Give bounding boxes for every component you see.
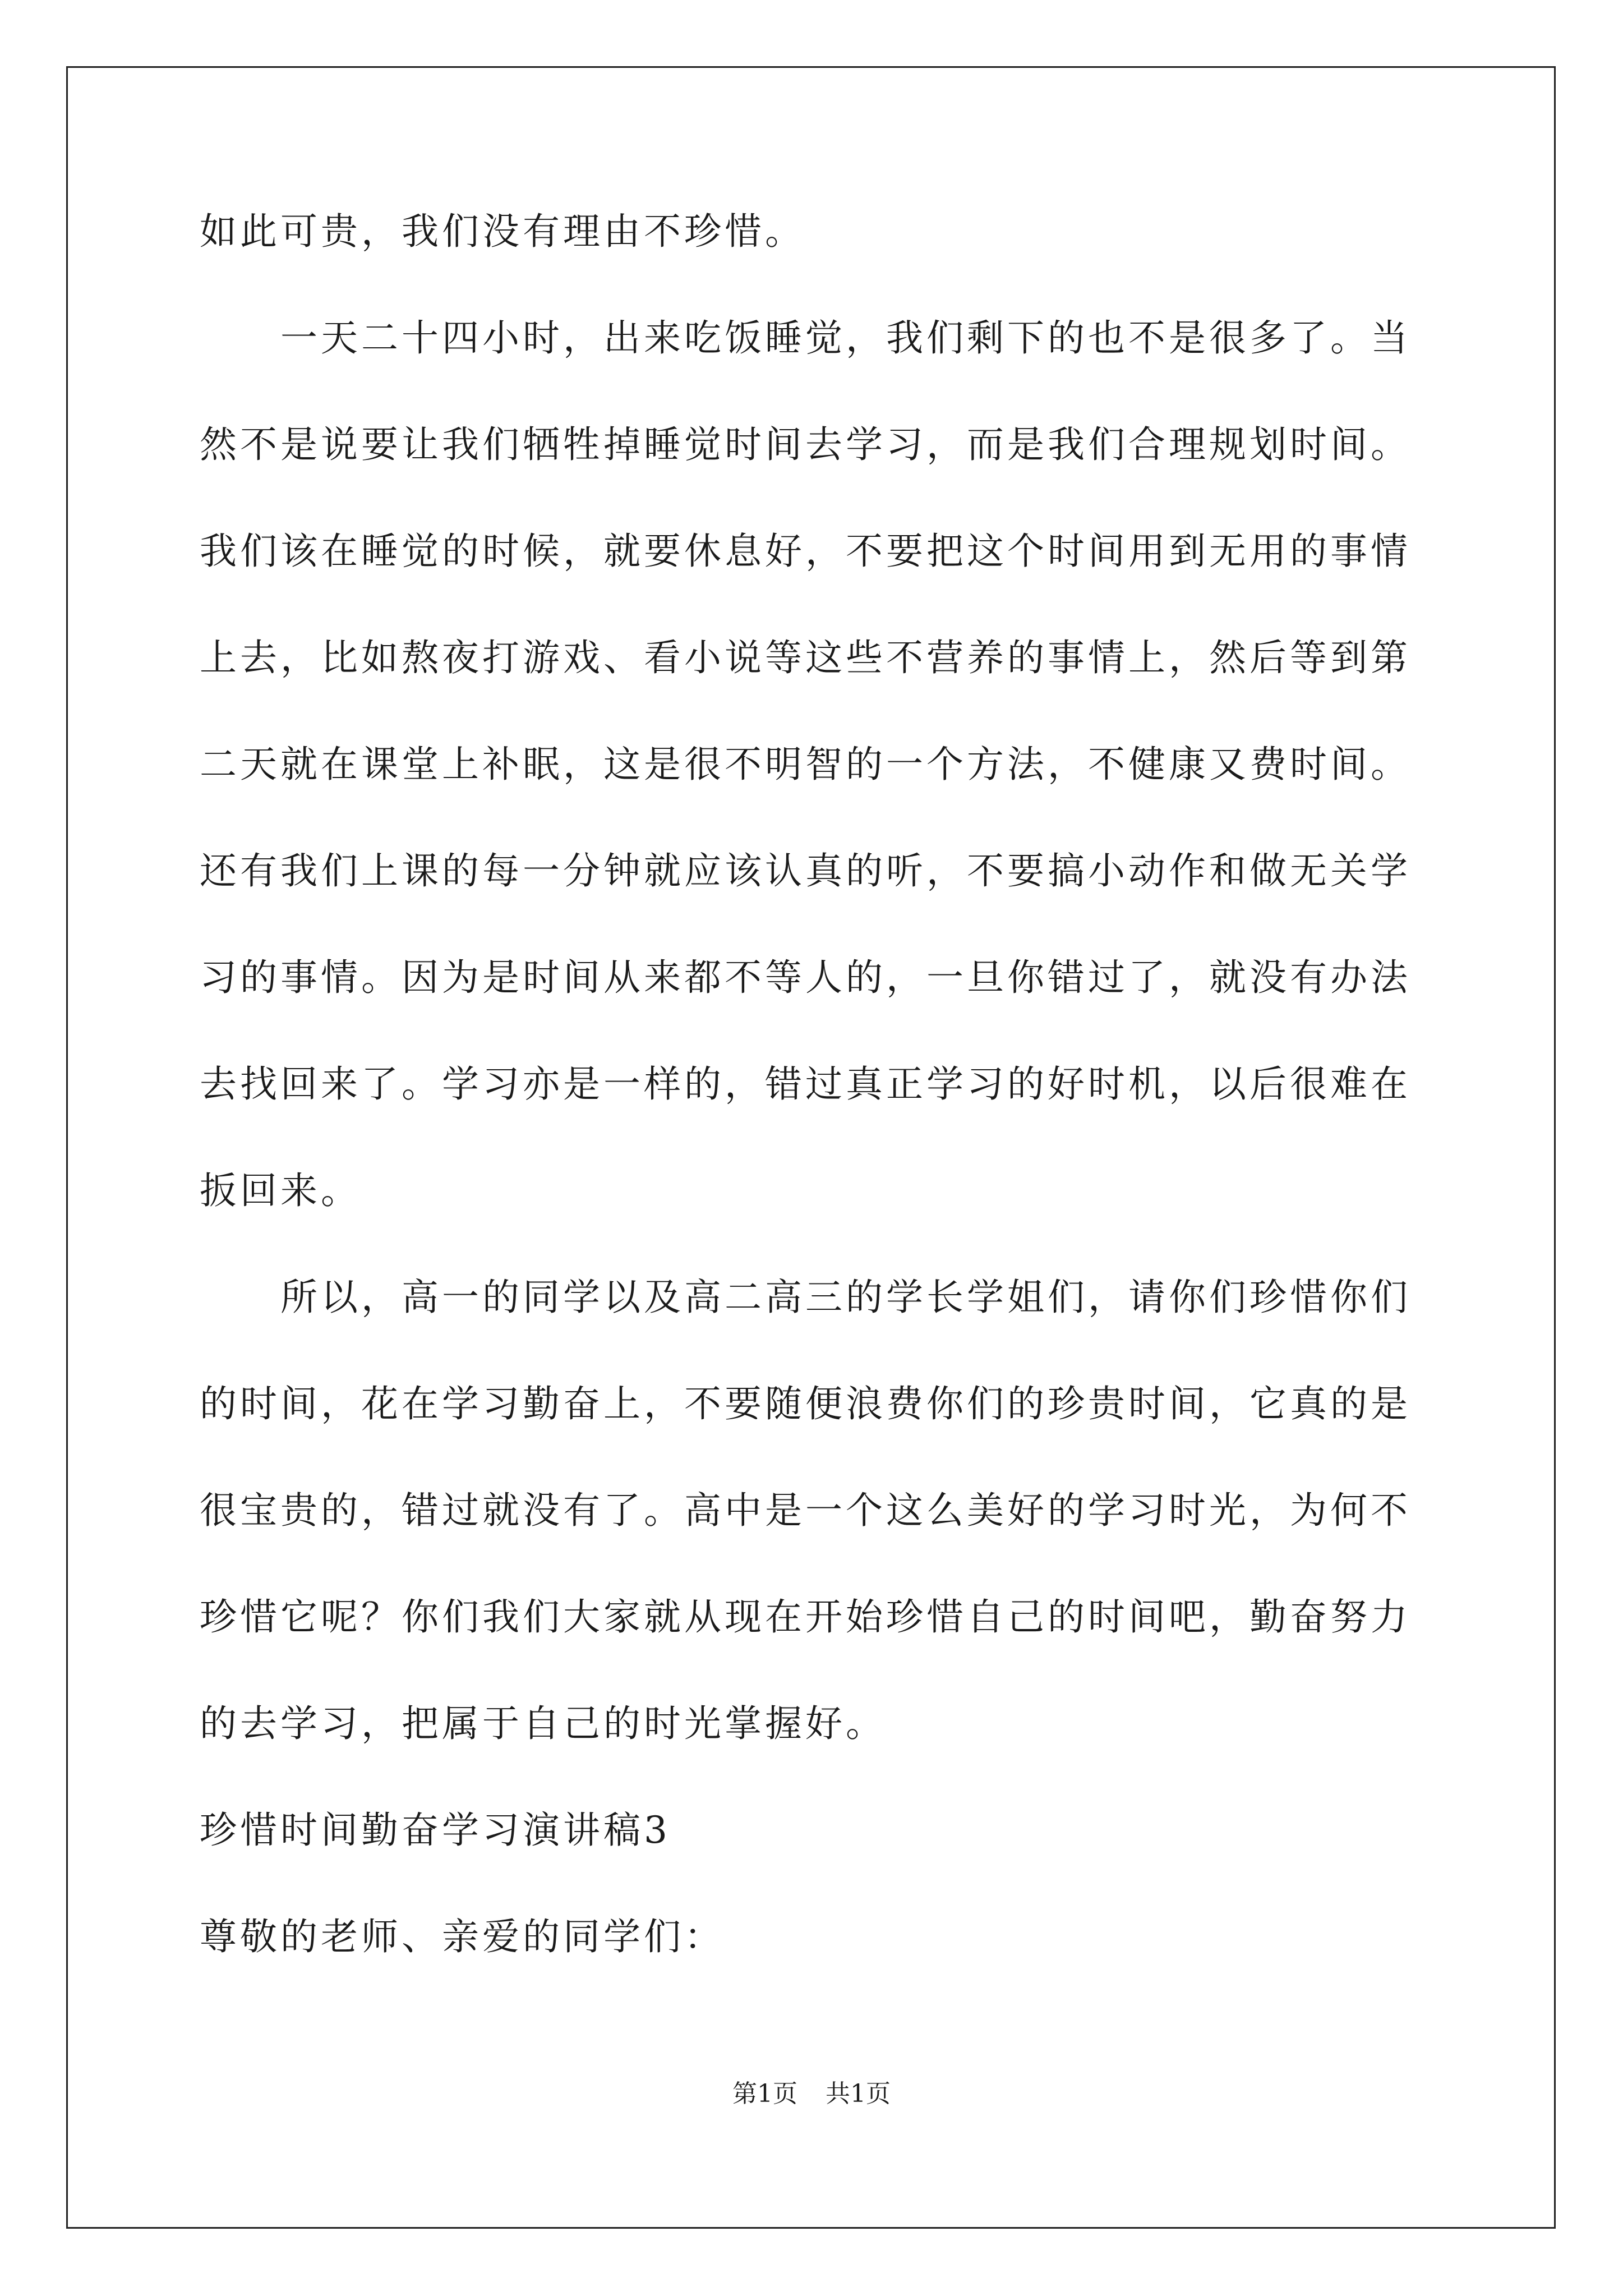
paragraph-2-line-5: 二天就在课堂上补眠，这是很不明智的一个方法，不健康又费时间。	[200, 743, 1411, 786]
paragraph-2-line-6: 还有我们上课的每一分钟就应该认真的听，不要搞小动作和做无关学	[200, 849, 1411, 892]
paragraph-2-line-8: 去找回来了。学习亦是一样的，错过真正学习的好时机，以后很难在	[200, 1062, 1411, 1106]
paragraph-2-line-4: 上去，比如熬夜打游戏、看小说等这些不营养的事情上，然后等到第	[200, 636, 1411, 679]
paragraph-3-line-3: 很宝贵的，错过就没有了。高中是一个这么美好的学习时光，为何不	[200, 1489, 1411, 1532]
paragraph-1-line-1: 如此可贵，我们没有理由不珍惜。	[200, 210, 805, 253]
paragraph-3-line-2: 的时间，花在学习勤奋上，不要随便浪费你们的珍贵时间，它真的是	[200, 1382, 1411, 1425]
page-number: 第1页	[732, 2079, 797, 2108]
paragraph-2-line-1: 一天二十四小时，出来吃饭睡觉，我们剩下的也不是很多了。当	[280, 316, 1411, 360]
paragraph-2-line-7: 习的事情。因为是时间从来都不等人的，一旦你错过了，就没有办法	[200, 956, 1411, 999]
paragraph-2-line-3: 我们该在睡觉的时候，就要休息好，不要把这个时间用到无用的事情	[200, 530, 1411, 573]
paragraph-2-line-2: 然不是说要让我们牺牲掉睡觉时间去学习，而是我们合理规划时间。	[200, 423, 1411, 466]
paragraph-3-line-4: 珍惜它呢？你们我们大家就从现在开始珍惜自己的时间吧，勤奋努力	[200, 1595, 1411, 1639]
page-border	[66, 66, 1556, 2229]
paragraph-2-line-9: 扳回来。	[200, 1169, 361, 1212]
page-total: 共1页	[826, 2079, 891, 2108]
paragraph-3-line-1: 所以，高一的同学以及高二高三的学长学姐们，请你们珍惜你们	[280, 1276, 1411, 1319]
salutation: 尊敬的老师、亲爱的同学们：	[200, 1915, 725, 1958]
page-footer	[0, 2080, 1623, 2108]
section-title: 珍惜时间勤奋学习演讲稿3	[200, 1809, 671, 1852]
paragraph-3-line-5: 的去学习，把属于自己的时光掌握好。	[200, 1702, 886, 1745]
